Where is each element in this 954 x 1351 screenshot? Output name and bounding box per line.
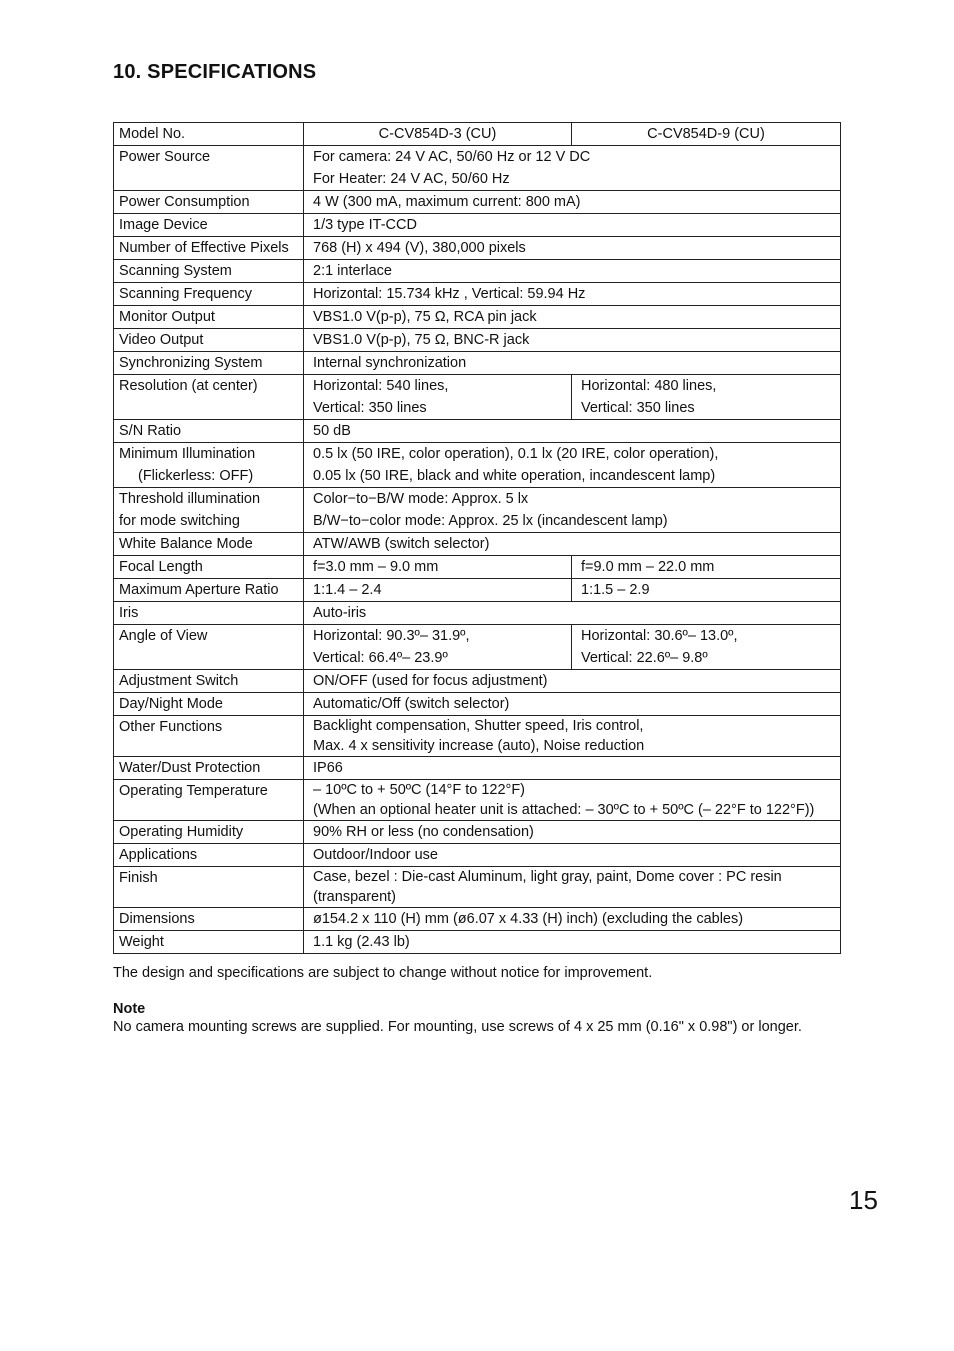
spec-value: 1/3 type IT-CCD: [313, 217, 417, 233]
spec-value: B/W−to−color mode: Approx. 25 lx (incandescent lamp): [313, 513, 668, 529]
table-row: [114, 375, 841, 420]
spec-value: IP66: [313, 760, 343, 776]
table-row: [114, 488, 841, 533]
table-row: [114, 844, 841, 867]
table-row: [114, 757, 841, 780]
table-row: [114, 867, 841, 908]
spec-label: Finish: [119, 870, 158, 886]
spec-label: Water/Dust Protection: [119, 760, 261, 776]
specifications-table: [113, 122, 841, 954]
spec-label: White Balance Mode: [119, 536, 253, 552]
table-row: [114, 556, 841, 579]
spec-label: Other Functions: [119, 719, 223, 735]
table-row: [114, 908, 841, 931]
table-row: [114, 420, 841, 443]
table-row: [114, 931, 841, 954]
table-row: [114, 533, 841, 556]
spec-value: f=3.0 mm – 9.0 mm: [313, 559, 439, 575]
spec-label: Power Source: [119, 149, 211, 165]
spec-label: Focal Length: [119, 559, 203, 575]
spec-label: (Flickerless: OFF): [138, 468, 254, 484]
spec-value: 90% RH or less (no condensation): [313, 824, 534, 840]
spec-value: Case, bezel : Die-cast Aluminum, light gray, paint, Dome cover : PC resin: [313, 869, 782, 885]
table-row: [114, 602, 841, 625]
spec-value: f=9.0 mm – 22.0 mm: [581, 559, 715, 575]
spec-value: For camera: 24 V AC, 50/60 Hz or 12 V DC: [313, 149, 591, 165]
spec-value: Automatic/Off (switch selector): [313, 696, 510, 712]
table-row: [114, 329, 841, 352]
table-row: [114, 352, 841, 375]
spec-label: Adjustment Switch: [119, 673, 239, 689]
spec-value: Vertical: 350 lines: [581, 400, 695, 416]
spec-value: Internal synchronization: [313, 355, 467, 371]
spec-value: Outdoor/Indoor use: [313, 847, 438, 863]
spec-label: Operating Humidity: [119, 824, 244, 840]
table-row: [114, 214, 841, 237]
spec-label: Power Consumption: [119, 194, 250, 210]
spec-label: Scanning Frequency: [119, 286, 252, 302]
table-row: [114, 625, 841, 670]
spec-value: 1.1 kg (2.43 lb): [313, 934, 410, 950]
spec-label: Synchronizing System: [119, 355, 263, 371]
page-number: 15: [849, 1185, 878, 1215]
spec-label: Threshold illumination: [119, 491, 261, 507]
table-row: [114, 716, 841, 757]
spec-value: (When an optional heater unit is attached: – 30ºC to + 50ºC (– 22°F to 122°F)): [313, 802, 815, 818]
table-row: [114, 306, 841, 329]
spec-label: Video Output: [119, 332, 204, 348]
spec-label: Image Device: [119, 217, 208, 233]
table-row: [114, 283, 841, 306]
model-no-label: Model No.: [119, 126, 186, 142]
spec-value: Vertical: 66.4º– 23.9º: [313, 650, 448, 666]
spec-value: – 10ºC to + 50ºC (14°F to 122°F): [313, 782, 525, 798]
spec-value: Horizontal: 15.734 kHz , Vertical: 59.94 Hz: [313, 286, 586, 302]
spec-value: ON/OFF (used for focus adjustment): [313, 673, 548, 689]
spec-value: Horizontal: 90.3º– 31.9º,: [313, 628, 470, 644]
spec-label: Monitor Output: [119, 309, 215, 325]
spec-value: 4 W (300 mA, maximum current: 800 mA): [313, 194, 581, 210]
table-row: [114, 780, 841, 821]
table-row: [114, 146, 841, 191]
spec-label: Minimum Illumination: [119, 446, 256, 462]
spec-value: For Heater: 24 V AC, 50/60 Hz: [313, 171, 510, 187]
change-notice: The design and specifications are subject to change without notice for improvement.: [113, 965, 653, 981]
note-heading: Note: [113, 1001, 146, 1017]
spec-label: Applications: [119, 847, 198, 863]
table-row: [114, 260, 841, 283]
spec-label: Number of Effective Pixels: [119, 240, 289, 256]
spec-value: Horizontal: 480 lines,: [581, 378, 717, 394]
spec-label: Angle of View: [119, 628, 208, 644]
spec-label: Iris: [119, 605, 139, 621]
spec-value: 0.5 lx (50 IRE, color operation), 0.1 lx (20 IRE, color operation),: [313, 446, 719, 462]
spec-value: 50 dB: [313, 423, 351, 439]
spec-label: Maximum Aperture Ratio: [119, 582, 279, 598]
spec-value: Vertical: 350 lines: [313, 400, 427, 416]
spec-value: 2:1 interlace: [313, 263, 392, 279]
table-row: [114, 191, 841, 214]
model-name: C-CV854D-9 (CU): [647, 126, 765, 142]
spec-value: VBS1.0 V(p-p), 75 Ω, RCA pin jack: [313, 309, 537, 325]
spec-label: Scanning System: [119, 263, 232, 279]
spec-value: Max. 4 x sensitivity increase (auto), Noise reduction: [313, 738, 645, 754]
table-row: [114, 693, 841, 716]
spec-label: Weight: [119, 934, 164, 950]
table-header-row: [114, 123, 841, 146]
spec-value: (transparent): [313, 889, 397, 905]
spec-value: Auto-iris: [313, 605, 367, 621]
spec-value: VBS1.0 V(p-p), 75 Ω, BNC-R jack: [313, 332, 530, 348]
table-row: [114, 579, 841, 602]
spec-label: Operating Temperature: [119, 783, 268, 799]
spec-label: S/N Ratio: [119, 423, 182, 439]
table-row: [114, 821, 841, 844]
spec-value: 1:1.4 – 2.4: [313, 582, 382, 598]
spec-value: Backlight compensation, Shutter speed, Iris control,: [313, 718, 644, 734]
spec-value: Horizontal: 540 lines,: [313, 378, 449, 394]
spec-value: 1:1.5 – 2.9: [581, 582, 650, 598]
spec-value: Vertical: 22.6º– 9.8º: [581, 650, 708, 666]
spec-value: Horizontal: 30.6º– 13.0º,: [581, 628, 738, 644]
model-name: C-CV854D-3 (CU): [378, 126, 497, 142]
spec-value: ø154.2 x 110 (H) mm (ø6.07 x 4.33 (H) inch) (excluding the cables): [313, 911, 744, 927]
spec-value: Color−to−B/W mode: Approx. 5 lx: [313, 491, 529, 507]
spec-value: 768 (H) x 494 (V), 380,000 pixels: [313, 240, 526, 256]
table-row: [114, 670, 841, 693]
spec-value: ATW/AWB (switch selector): [313, 536, 490, 552]
spec-value: 0.05 lx (50 IRE, black and white operation, incandescent lamp): [313, 468, 716, 484]
page-title: 10. SPECIFICATIONS: [113, 61, 317, 83]
spec-label: Dimensions: [119, 911, 195, 927]
spec-label: Day/Night Mode: [119, 696, 223, 712]
table-row: [114, 443, 841, 488]
table-row: [114, 237, 841, 260]
note-text: No camera mounting screws are supplied. For mounting, use screws of 4 x 25 mm (0.16" x 0.98") or longer.: [113, 1019, 802, 1035]
spec-label: for mode switching: [119, 513, 240, 529]
spec-label: Resolution (at center): [119, 378, 258, 394]
